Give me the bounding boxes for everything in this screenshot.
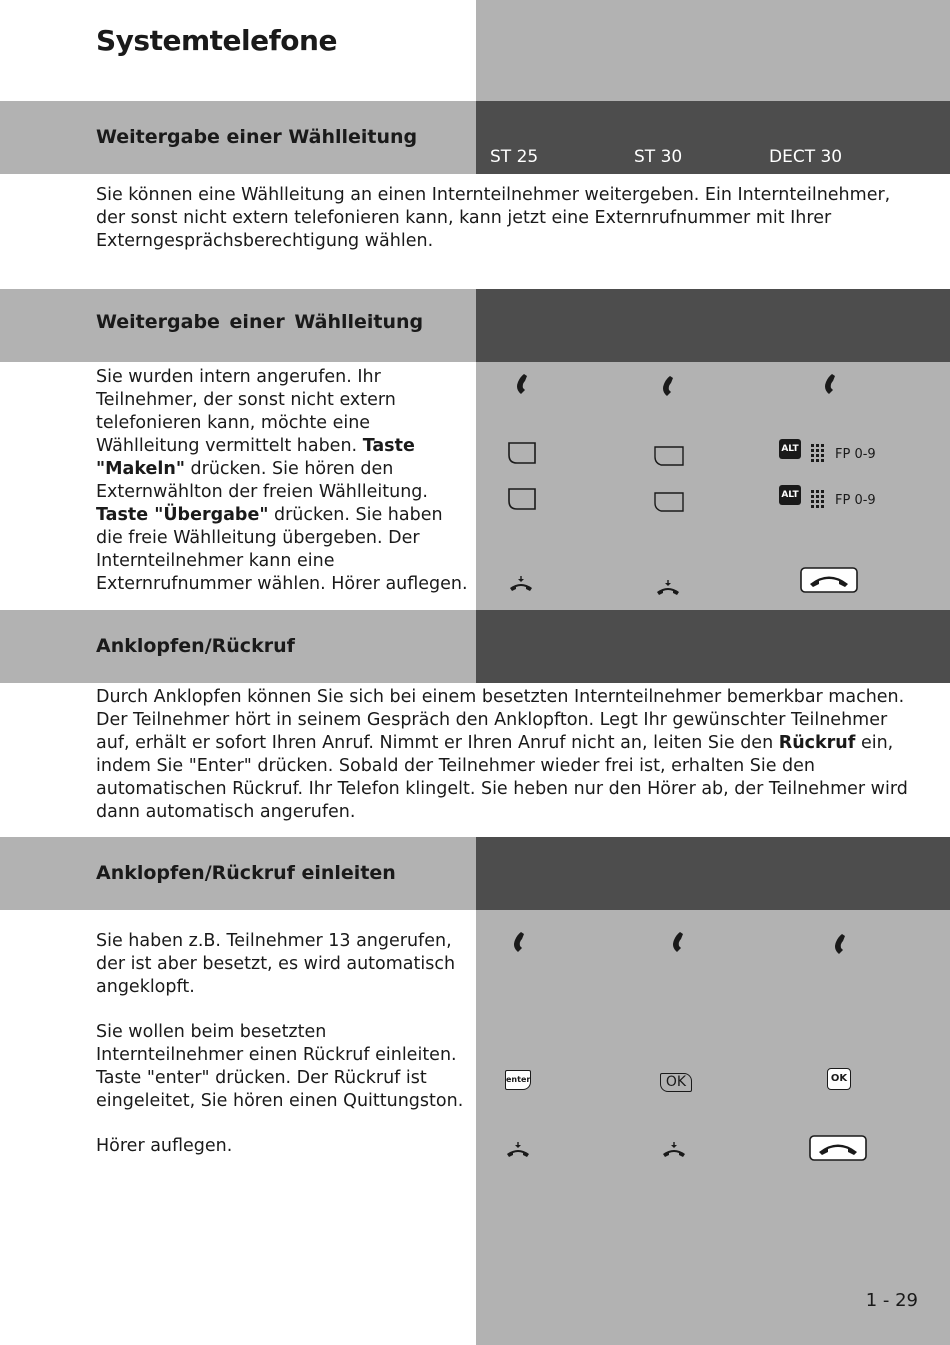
section3-text-b: ein, indem Sie "Enter" drücken. Sobald der Teilnehmer wieder frei ist, erhalten Sie den automatischen Rückruf. Ihr Telefon klingelt. Sie heben nur den Hörer ab, der Teilnehmer wird dann automatisch angerufen. (96, 733, 908, 822)
handset-lift-icon (668, 930, 686, 954)
uebergabe-key-label: Taste "Übergabe" (96, 505, 269, 525)
page-number: 1 - 29 (865, 1290, 918, 1311)
enter-key-label: enter (506, 1075, 531, 1084)
keypad-icon (810, 443, 826, 463)
uebergabe-function-key-icon (653, 491, 685, 513)
section3-text-a: Durch Anklopfen können Sie sich bei einem besetzten Internteilnehmer bemerkbar machen. Der Teilnehmer hört in seinem Gespräch den Anklopfton. Legt Ihr gewünschter Teilnehmer auf, erhält er sofort Ihren Anruf. Nimmt er Ihren Anruf nicht an, leiten Sie den (96, 687, 905, 753)
section2-instructions (96, 366, 472, 596)
section4-band-right (476, 837, 950, 910)
page-title: Systemtelefone (96, 24, 337, 57)
ok-key-icon (660, 1073, 692, 1092)
section1-heading: Weitergabe einer Wählleitung (96, 126, 418, 148)
section1-band-right (476, 101, 950, 174)
handset-lift-icon (830, 932, 848, 956)
makeln-step-text: drücken. Sie hören den Externwählton der freien Wählleitung. (96, 459, 428, 502)
makeln-function-key-icon (653, 445, 685, 467)
ok-key-label: OK (665, 1074, 687, 1090)
section1-intro-text: Sie können eine Wählleitung an einen Internteilnehmer weitergeben. Ein Internteilnehmer, der sonst nicht extern telefonieren kann, kann jetzt eine Externrufnummer mit Ihrer Externgesprächsberechtigung wählen. (96, 185, 891, 251)
alt-key-icon (779, 485, 801, 505)
uebergabe-step-text: drücken. Sie haben die freie Wählleitung übergeben. Der Internteilnehmer kann eine Externrufnummer wählen. Hörer auflegen. (96, 505, 468, 594)
handset-hangup-icon (508, 574, 534, 594)
keypad-icon (810, 489, 826, 509)
alt-key-label: ALT (781, 490, 799, 500)
handset-hangup-icon (661, 1140, 687, 1160)
handset-hangup-icon (505, 1140, 531, 1160)
ok-key-dect-icon (827, 1068, 851, 1090)
section3-band-right (476, 610, 950, 683)
handset-lift-icon (820, 372, 838, 396)
makeln-key-label: Taste "Makeln" (96, 436, 415, 479)
handset-lift-icon (509, 930, 527, 954)
column-label-st30: ST 30 (634, 147, 683, 167)
column-label-dect30: DECT 30 (769, 147, 843, 167)
uebergabe-function-key-icon (507, 487, 537, 511)
fp-label: FP 0-9 (835, 447, 876, 462)
enter-key-icon (505, 1070, 531, 1090)
handset-hangup-icon (655, 578, 681, 598)
section4-para-2: Sie wollen beim besetzten Internteilnehmer einen Rückruf einleiten. Taste "enter" drücken. Der Rückruf ist eingeleitet, Sie hören einen Quittungston. (96, 1022, 464, 1111)
handset-lift-icon (512, 372, 530, 396)
section4-heading: Anklopfen/Rückruf einleiten (96, 862, 396, 884)
column-label-st25: ST 25 (490, 147, 539, 167)
section2-text-1: Sie wurden intern angerufen. Ihr Teilnehmer, der sonst nicht extern telefonieren kann, möchte eine Wählleitung vermittelt haben. (96, 367, 396, 456)
alt-key-label: ALT (781, 444, 799, 454)
section2-heading: Weitergabe einer Wählleitung (96, 311, 424, 333)
section2-band-right (476, 289, 950, 362)
section4-para-3: Hörer auflegen. (96, 1136, 233, 1156)
section4-para-1: Sie haben z.B. Teilnehmer 13 angerufen, der ist aber besetzt, es wird automatisch angeklopft. (96, 931, 456, 997)
section3-text (96, 686, 911, 824)
alt-key-icon (779, 439, 801, 459)
end-call-key-icon (800, 567, 858, 593)
fp-label: FP 0-9 (835, 493, 876, 508)
ok-key-dect-label: OK (830, 1073, 848, 1084)
handset-lift-icon (658, 374, 676, 398)
rueckruf-bold: Rückruf (778, 733, 856, 753)
section3-heading: Anklopfen/Rückruf (96, 635, 295, 657)
makeln-function-key-icon (507, 441, 537, 465)
end-call-key-icon (809, 1135, 867, 1161)
